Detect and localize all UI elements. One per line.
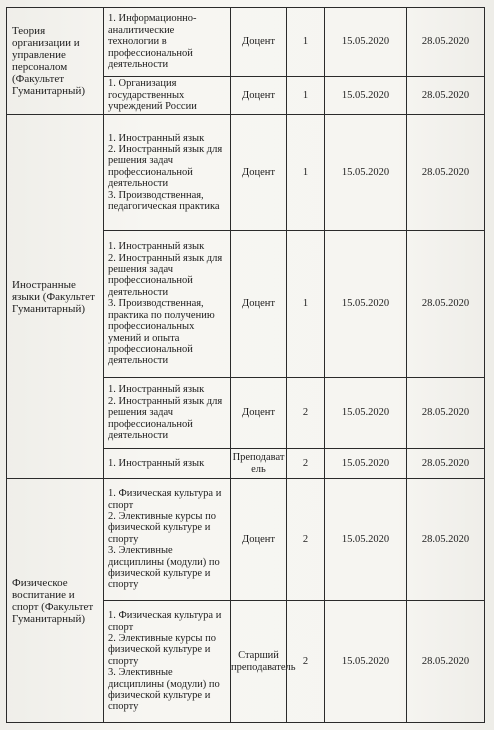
disciplines-cell — [104, 8, 231, 77]
end-date-cell: 28.05.2020 — [407, 77, 485, 115]
start-date-cell: 15.05.2020 — [325, 601, 407, 723]
discipline-item: 1. Иностранный язык — [108, 241, 205, 253]
position-cell: Доцент — [231, 231, 287, 378]
discipline-item: 2. Элективные курсы по физической культуре и спорту — [108, 510, 216, 545]
vacancy-table — [6, 7, 485, 723]
department-cell — [7, 479, 104, 723]
position-cell: Доцент — [231, 115, 287, 231]
start-date-cell: 15.05.2020 — [325, 449, 407, 479]
discipline-item: 2. Иностранный язык для решения задач профессиональной деятельности — [108, 143, 223, 190]
discipline-item: 1. Иностранный язык — [108, 132, 205, 144]
disciplines-cell — [104, 115, 231, 231]
discipline-item: 2. Элективные курсы по физической культуре и спорту — [108, 632, 216, 667]
position-text: Преподаватель — [232, 452, 285, 475]
disciplines-cell — [104, 479, 231, 601]
start-date-cell: 15.05.2020 — [325, 479, 407, 601]
discipline-item: 3. Производственная, практика по получению профессиональных умений и опыта профессиональной деятельности — [108, 298, 215, 367]
discipline-item: 3. Элективные дисциплины (модули) по физической культуре и спорту — [108, 545, 220, 591]
position-cell: Доцент — [231, 8, 287, 77]
position-cell: Доцент — [231, 378, 287, 449]
rate-cell: 1 — [287, 8, 325, 77]
end-date-cell: 28.05.2020 — [407, 378, 485, 449]
disciplines-cell — [104, 77, 231, 115]
start-date-cell: 15.05.2020 — [325, 77, 407, 115]
rate-cell: 1 — [287, 115, 325, 231]
rate-cell: 2 — [287, 601, 325, 723]
position-cell: Доцент — [231, 479, 287, 601]
discipline-item: 1. Иностранный язык — [108, 457, 205, 469]
position-cell: Старший преподаватель — [231, 601, 287, 723]
department-cell — [7, 8, 104, 115]
rate-cell: 2 — [287, 449, 325, 479]
discipline-item: 1. Информационно-аналитические технологии в профессиональной деятельности — [108, 13, 197, 71]
discipline-item: 1. Иностранный язык — [108, 384, 205, 396]
end-date-cell: 28.05.2020 — [407, 601, 485, 723]
disciplines-cell — [104, 378, 231, 449]
disciplines-cell — [104, 449, 231, 479]
rate-cell: 1 — [287, 77, 325, 115]
position-cell — [231, 449, 287, 479]
table-row — [7, 479, 485, 601]
end-date-cell: 28.05.2020 — [407, 479, 485, 601]
rate-cell: 2 — [287, 479, 325, 601]
discipline-item: 3. Производственная, педагогическая практика — [108, 189, 220, 213]
discipline-item: 1. Физическая культура и спорт — [108, 488, 222, 511]
table-row — [7, 8, 485, 77]
end-date-cell: 28.05.2020 — [407, 115, 485, 231]
department-name: Физическое воспитание и спорт (Факультет Гуманитарный) — [12, 576, 94, 625]
disciplines-cell — [104, 601, 231, 723]
department-cell — [7, 115, 104, 479]
discipline-item: 1. Физическая культура и спорт — [108, 610, 222, 633]
start-date-cell: 15.05.2020 — [325, 8, 407, 77]
rate-cell: 1 — [287, 231, 325, 378]
start-date-cell: 15.05.2020 — [325, 378, 407, 449]
position-cell: Доцент — [231, 77, 287, 115]
department-name: Иностранные языки (Факультет Гуманитарный) — [12, 278, 95, 315]
rate-cell: 2 — [287, 378, 325, 449]
end-date-cell: 28.05.2020 — [407, 449, 485, 479]
department-name: Теория организации и управление персоналом (Факультет Гуманитарный) — [12, 25, 85, 97]
discipline-item: 2. Иностранный язык для решения задач профессиональной деятельности — [108, 252, 223, 298]
start-date-cell: 15.05.2020 — [325, 115, 407, 231]
disciplines-cell — [104, 231, 231, 378]
table-row — [7, 115, 485, 231]
start-date-cell: 15.05.2020 — [325, 231, 407, 378]
discipline-item: 3. Элективные дисциплины (модули) по физической культуре и спорту — [108, 667, 220, 713]
end-date-cell: 28.05.2020 — [407, 231, 485, 378]
end-date-cell: 28.05.2020 — [407, 8, 485, 77]
discipline-item: 1. Организация государственных учреждений России — [108, 78, 197, 113]
discipline-item: 2. Иностранный язык для решения задач профессиональной деятельности — [108, 395, 223, 442]
